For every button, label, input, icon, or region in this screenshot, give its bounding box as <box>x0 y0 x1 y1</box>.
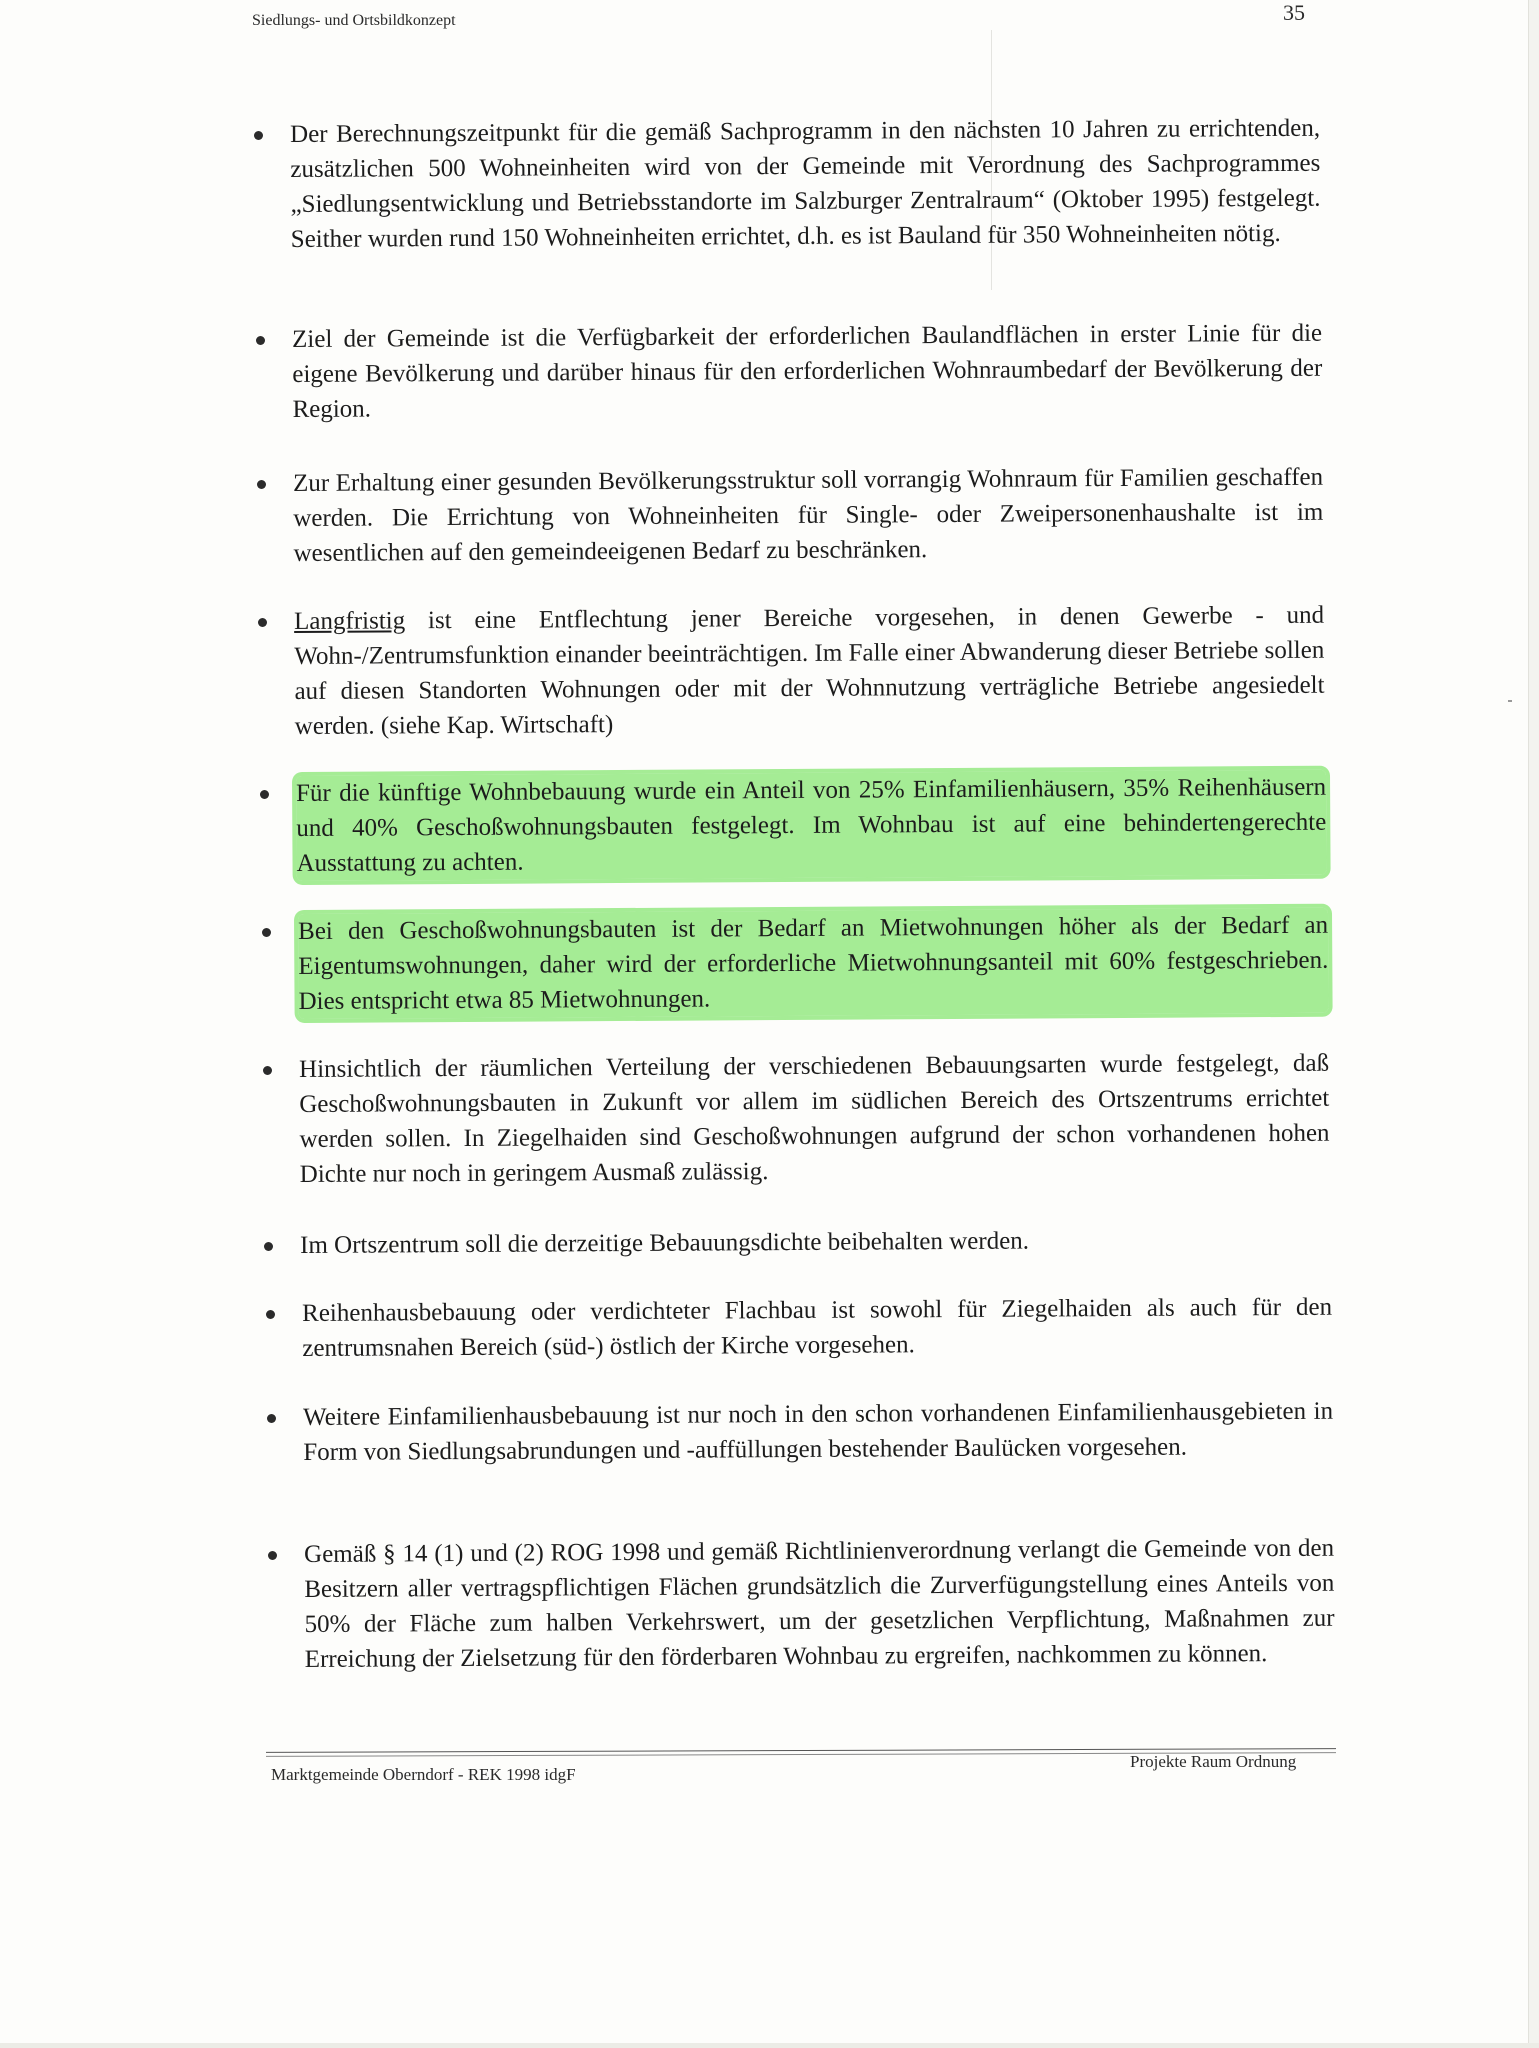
scan-speck <box>1508 700 1512 702</box>
bullet-text: Im Ortszentrum soll die derzeitige Bebauungsdichte beibehalten werden. <box>300 1227 1030 1259</box>
bullet-item-highlighted <box>298 911 1329 1019</box>
bullet-item <box>293 463 1324 571</box>
page-number: 35 <box>1283 0 1305 25</box>
bullet-point-icon <box>256 336 265 345</box>
emphasis-underlined: Langfristig <box>294 607 406 635</box>
bullet-point-icon <box>262 928 271 937</box>
bullet-item <box>302 1293 1333 1366</box>
scan-edge-bottom <box>0 2043 1539 2048</box>
bullet-point-icon <box>254 131 263 140</box>
bullet-text: Bei den Geschoßwohnungsbauten ist der Bedarf an Mietwohnungen höher als der Bedarf an Eigentumswohnungen, daher wird der erforderliche Mietwohnungsanteil mit 60% festgeschrieben. Dies entspricht etwa 85 Mietwohnungen. <box>298 908 1329 1019</box>
bullet-text: Weitere Einfamilienhausbebauung ist nur noch in den schon vorhandenen Einfamilienhausgebieten in Form von Siedlungsabrundungen und -auffüllungen bestehender Baulücken vorgesehen. <box>303 1397 1334 1466</box>
bullet-item-highlighted <box>296 773 1327 881</box>
bullet-point-icon <box>266 1310 275 1319</box>
bullet-text: Der Berechnungszeitpunkt für die gemäß Sachprogramm in den nächsten 10 Jahren zu errichtenden, zusätzlichen 500 Wohneinheiten wird von der Gemeinde mit Verordnung des Sachprogrammes „Siedlungsentwicklung und Betriebsstandorte im Salzburger Zentralraum“ (Oktober 1995) festgelegt. Seither wurden rund 150 Wohneinheiten errichtet, d.h. es ist Bauland für 350 Wohneinheiten nötig. <box>290 114 1321 253</box>
bullet-item <box>290 114 1321 257</box>
bullet-point-icon <box>260 790 269 799</box>
bullet-point-icon <box>267 1414 276 1423</box>
bullet-item <box>292 319 1323 427</box>
footer-left-text: Marktgemeinde Oberndorf - REK 1998 idgF <box>271 1765 576 1784</box>
bullet-text: Ziel der Gemeinde ist die Verfügbarkeit der erforderlichen Baulandflächen in erster Linie für die eigene Bevölkerung und darüber hinaus für den erforderlichen Wohnraumbedarf der Bevölkerung der Region. <box>292 319 1323 423</box>
bullet-point-icon <box>268 1551 277 1560</box>
bullet-text: Gemäß § 14 (1) und (2) ROG 1998 und gemäß Richtlinienverordnung verlangt die Gemeinde von den Besitzern aller vertragspflichtigen Flächen grundsätzlich die Zurverfügungstellung eines Anteils von 50% der Fläche zum halben Verkehrswert, um der gesetzlichen Verpflichtung, Maßnahmen zur Erreichung der Zielsetzung für den förderbaren Wohnbau zu ergreifen, nachkommen zu können. <box>304 1534 1335 1673</box>
running-header: Siedlungs- und Ortsbildkonzept <box>252 12 456 29</box>
bullet-text: Hinsichtlich der räumlichen Verteilung der verschiedenen Bebauungsarten wurde festgelegt, daß Geschoßwohnungsbauten in Zukunft vor allem im südlichen Bereich des Ortszentrums errichtet werden sollen. In Ziegelhaiden sind Geschoßwohnungen aufgrund der schon vorhandenen hohen Dichte nur noch in geringem Ausmaß zulässig. <box>299 1049 1330 1188</box>
footer-right-text: Projekte Raum Ordnung <box>1130 1752 1297 1771</box>
bullet-point-icon <box>258 618 267 627</box>
scan-edge-right <box>1528 0 1539 2048</box>
bullet-item <box>304 1534 1335 1677</box>
bullet-text: Reihenhausbebauung oder verdichteter Flachbau ist sowohl für Ziegelhaiden als auch für den zentrumsnahen Bereich (süd-) östlich der Kirche vorgesehen. <box>302 1293 1333 1362</box>
bullet-item <box>303 1397 1334 1470</box>
bullet-text: Für die künftige Wohnbebauung wurde ein Anteil von 25% Einfamilienhäusern, 35% Reihenhäusern und 40% Geschoßwohnungsbauten festgelegt. Im Wohnbau ist auf eine behindertengerechte Ausstattung zu achten. <box>296 770 1327 881</box>
bullet-item <box>299 1049 1330 1192</box>
bullet-text <box>294 598 1325 744</box>
bullet-point-icon <box>264 1242 273 1251</box>
bullet-item <box>300 1228 1330 1263</box>
bullet-text: Zur Erhaltung einer gesunden Bevölkerungsstruktur soll vorrangig Wohnraum für Familien geschaffen werden. Die Errichtung von Wohneinheiten für Single- oder Zweipersonenhaushalte ist im wesentlichen auf den gemeindeeigenen Bedarf zu beschränken. <box>293 463 1324 567</box>
bullet-text-rest: ist eine Entflechtung jener Bereiche vorgesehen, in denen Gewerbe - und Wohn-/Zentrumsfunktion einander beeinträchtigen. Im Falle einer Abwanderung dieser Betriebe sollen auf diesen Standorten Wohnungen oder mit der Wohnnutzung verträgliche Betriebe angesiedelt werden. (siehe Kap. Wirtschaft) <box>294 601 1325 740</box>
bullet-item <box>294 601 1325 744</box>
bullet-point-icon <box>257 480 266 489</box>
bullet-point-icon <box>263 1066 272 1075</box>
